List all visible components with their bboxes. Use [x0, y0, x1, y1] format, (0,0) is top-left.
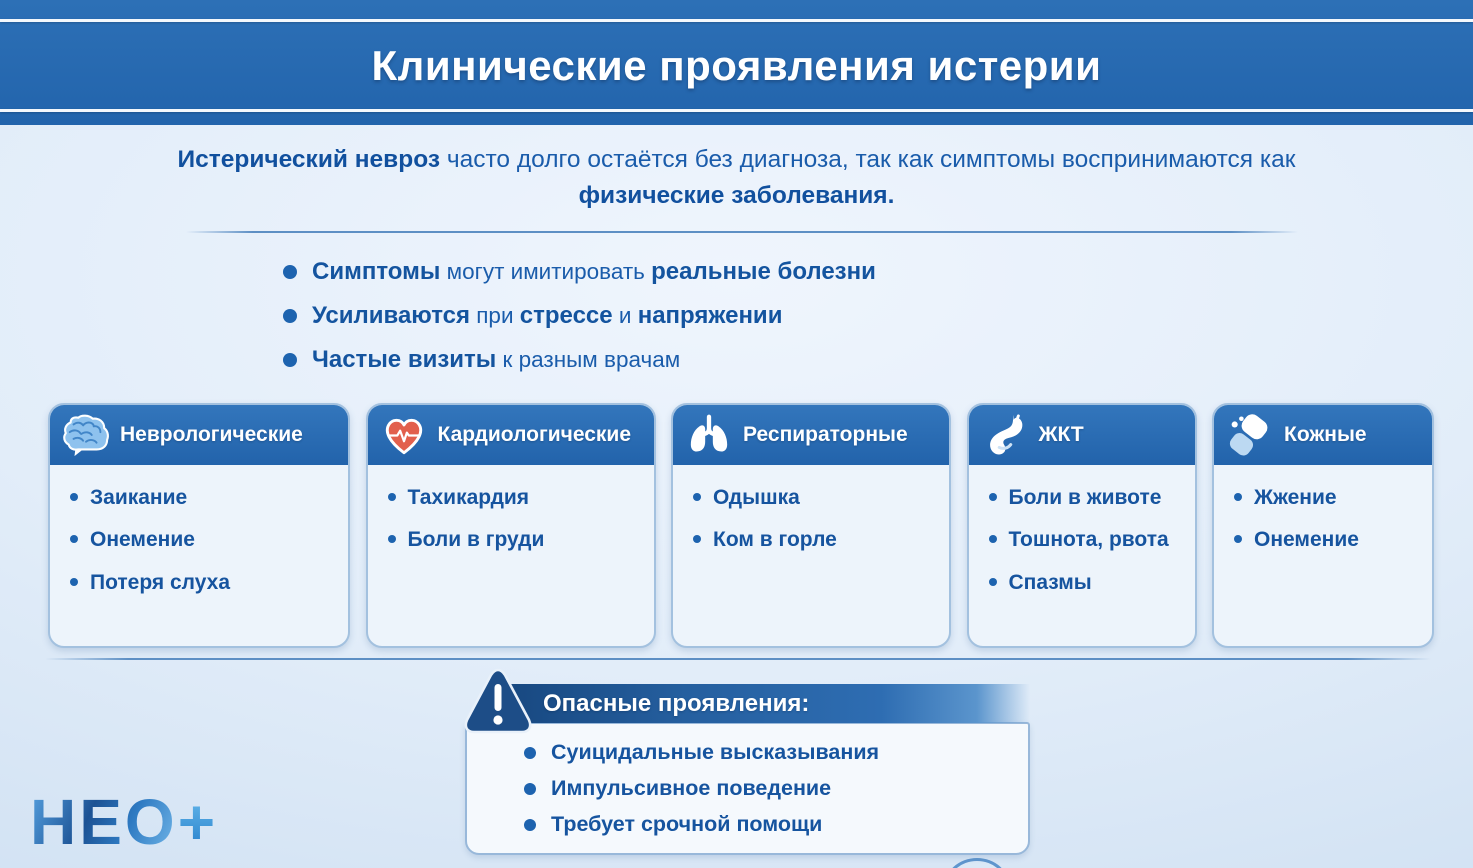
card-item: Онемение [1234, 527, 1420, 553]
brand-logo [30, 786, 219, 858]
key-point [283, 338, 876, 382]
card-item: Боли в животе [989, 485, 1183, 511]
header-divider-bottom [0, 109, 1473, 112]
warning-body [465, 722, 1030, 855]
warning-title: Опасные проявления: [543, 689, 810, 717]
card-item-list [368, 465, 654, 554]
card-item: Потеря слуха [70, 570, 336, 596]
bullet-dot [70, 578, 78, 586]
bullet-dot [1234, 493, 1242, 501]
key-point-text: Частые визиты к разным врачам [312, 346, 681, 373]
card-item: Тошнота, рвота [989, 527, 1183, 553]
card-item-list [673, 465, 949, 554]
bullet-dot [283, 353, 297, 367]
card-neurological [48, 403, 350, 648]
intro-divider [186, 231, 1298, 233]
key-point [283, 294, 876, 338]
key-point [283, 250, 876, 294]
bullet-dot [693, 493, 701, 501]
bullet-dot [283, 265, 297, 279]
brand-logo-text: НЕО [30, 786, 178, 858]
warning-header-band [499, 684, 1030, 723]
warning-icon [461, 665, 535, 735]
warning-item: Импульсивное поведение [524, 776, 1028, 801]
card-item: Тахикардия [388, 485, 642, 511]
bullet-dot [524, 747, 536, 759]
card-item: Жжение [1234, 485, 1420, 511]
card-item: Боли в груди [388, 527, 642, 553]
page-title: Клинические проявления истерии [371, 41, 1102, 89]
card-item: Онемение [70, 527, 336, 553]
card-title: Респираторные [743, 423, 908, 446]
skin-icon [1226, 411, 1274, 459]
card-item: Заикание [70, 485, 336, 511]
card-cardiological [366, 403, 656, 648]
bullet-dot [524, 783, 536, 795]
key-points-list [283, 250, 876, 382]
lungs-icon [685, 411, 733, 459]
card-header [673, 405, 949, 465]
bullet-dot [524, 819, 536, 831]
card-header [368, 405, 654, 465]
card-item: Одышка [693, 485, 937, 511]
card-item-list [969, 465, 1195, 596]
intro-body: часто долго остаётся без диагноза, так как симптомы воспринимаются как [440, 146, 1296, 173]
card-respiratory [671, 403, 951, 648]
header-band [0, 0, 1473, 125]
heart-icon [380, 411, 428, 459]
stomach-icon [981, 411, 1029, 459]
intro-text [162, 142, 1312, 213]
decorative-arc [944, 858, 1010, 868]
card-header [969, 405, 1195, 465]
intro-lead: Истерический невроз [177, 146, 441, 173]
warning-item: Требует срочной помощи [524, 812, 1028, 837]
brand-logo-plus: + [177, 786, 219, 858]
card-skin [1212, 403, 1434, 648]
card-header [1214, 405, 1432, 465]
key-point-text: Усиливаются при стрессе и напряжении [312, 302, 783, 329]
bullet-dot [70, 535, 78, 543]
bullet-dot [283, 309, 297, 323]
intro-emphasis: физические заболевания. [578, 181, 895, 209]
brain-icon [62, 411, 110, 459]
warning-item: Суицидальные высказывания [524, 740, 1028, 765]
bullet-dot [388, 493, 396, 501]
card-gastrointestinal [967, 403, 1197, 648]
warning-item-list [467, 724, 1028, 837]
card-item-list [1214, 465, 1432, 554]
bullet-dot [693, 535, 701, 543]
key-point-text: Симптомы могут имитировать реальные болезни [312, 258, 876, 285]
bullet-dot [989, 578, 997, 586]
card-title: Неврологические [120, 423, 303, 446]
card-item: Спазмы [989, 570, 1183, 596]
card-title: Кардиологические [437, 423, 632, 446]
bullet-dot [388, 535, 396, 543]
card-title: ЖКТ [1038, 423, 1084, 446]
section-divider [45, 658, 1431, 660]
bullet-dot [989, 535, 997, 543]
card-item: Ком в горле [693, 527, 937, 553]
card-header [50, 405, 348, 465]
symptom-cards-row [48, 403, 1434, 648]
card-item-list [50, 465, 348, 596]
card-title: Кожные [1284, 423, 1367, 446]
bullet-dot [989, 493, 997, 501]
bullet-dot [70, 493, 78, 501]
bullet-dot [1234, 535, 1242, 543]
